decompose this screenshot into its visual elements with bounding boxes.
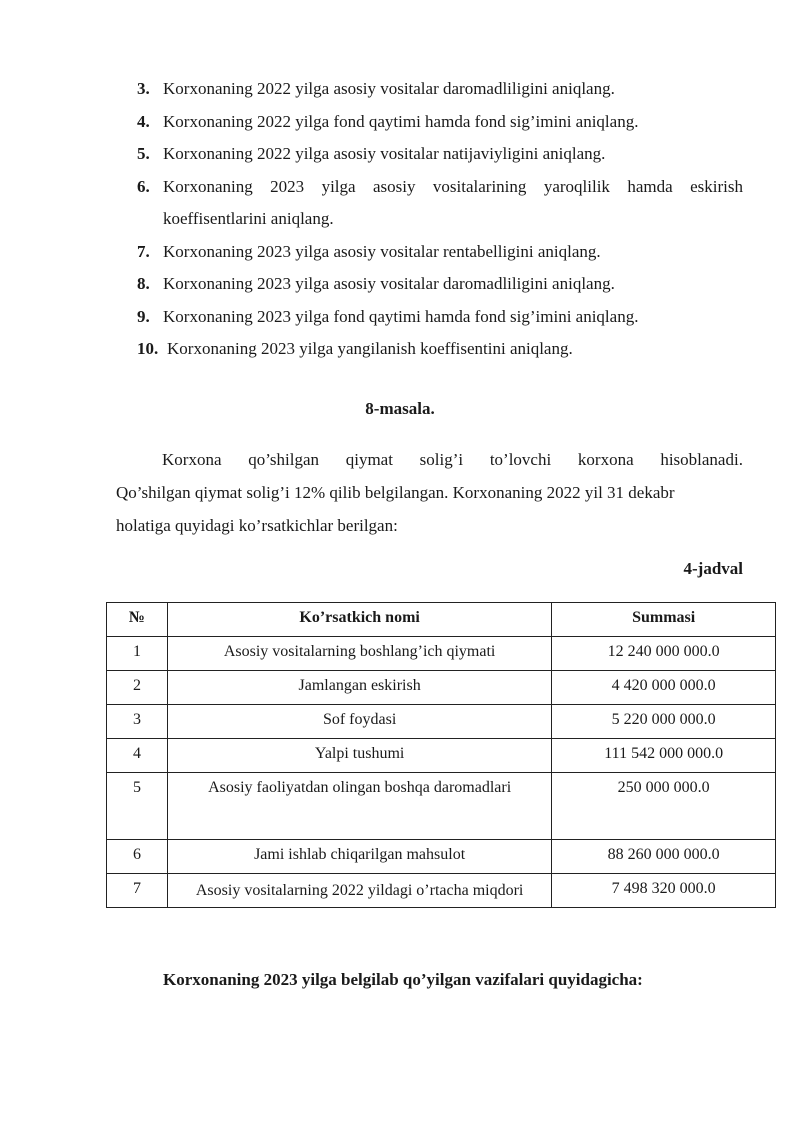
row-number: 6: [107, 840, 168, 874]
item-text: Korxonaning 2022 yilga asosiy vositalar daromadliligini aniqlang.: [163, 79, 615, 98]
word: eskirish: [690, 176, 743, 196]
word: Korxona: [162, 450, 222, 469]
item-text: Korxonaning 2022 yilga asosiy vositalar natijaviyligini aniqlang.: [163, 144, 606, 163]
item-number: 6.: [137, 176, 150, 196]
row-name: Yalpi tushumi: [167, 739, 551, 773]
word: qiymat: [345, 450, 393, 469]
row-number: 7: [107, 874, 168, 908]
row-number: 3: [107, 705, 168, 739]
list-item: [137, 171, 743, 236]
table-row: [107, 840, 776, 874]
word: vositalarining: [432, 176, 527, 196]
header-number: №: [107, 603, 168, 637]
word: qo’shilgan: [248, 450, 320, 469]
table-row: [107, 773, 776, 840]
item-number: 7.: [137, 241, 150, 261]
item-number: 4.: [137, 111, 150, 131]
table-label: 4-jadval: [683, 559, 743, 578]
list-item: [137, 268, 743, 301]
item-number: 8.: [137, 274, 150, 293]
row-number: 4: [107, 739, 168, 773]
intro-line-3: holatiga quyidagi ko’rsatkichlar berilgan:: [116, 516, 398, 535]
word: yaroqlilik: [543, 176, 610, 196]
item-text: Korxonaning 2022 yilga fond qaytimi hamda fond sig’imini aniqlang.: [163, 111, 639, 131]
row-sum: 5 220 000 000.0: [552, 705, 776, 739]
item-text: Korxonaning 2023 yilga yangilanish koeffisentini aniqlang.: [167, 339, 573, 358]
word: korxona: [577, 450, 634, 469]
item-text: Korxonaning 2023 yilga fond qaytimi hamda fond sig’imini aniqlang.: [163, 306, 639, 326]
row-sum: 12 240 000 000.0: [552, 637, 776, 671]
header-name: Ko’rsatkich nomi: [167, 603, 551, 637]
list-item: [137, 106, 743, 139]
row-name: Asosiy faoliyatdan olingan boshqa daromadlari: [167, 773, 551, 840]
word: Korxonaning: [163, 176, 253, 196]
row-number: 5: [107, 773, 168, 840]
row-sum: 7 498 320 000.0: [552, 874, 776, 908]
item-text: Korxonaning 2023 yilga asosiy vositalar daromadliligini aniqlang.: [163, 274, 615, 293]
item-text-line-2: koeffisentlarini aniqlang.: [163, 209, 334, 228]
list-item: [137, 73, 743, 106]
word: hisoblanadi.: [660, 450, 743, 469]
row-number: 2: [107, 671, 168, 705]
item-number: 9.: [137, 306, 150, 326]
row-sum: 111 542 000 000.0: [552, 739, 776, 773]
list-item: [137, 301, 743, 334]
list-item: [137, 333, 743, 366]
row-sum: 250 000 000.0: [552, 773, 776, 840]
word: 2023: [270, 176, 305, 196]
item-number: 10.: [137, 339, 159, 358]
row-name: Asosiy vositalarning boshlang’ich qiymati: [167, 637, 551, 671]
word: yilga: [321, 176, 356, 196]
word: asosiy: [372, 176, 416, 196]
item-text: Korxonaning 2023 yilga asosiy vositalar rentabelligini aniqlang.: [163, 241, 601, 261]
row-name: Jami ishlab chiqarilgan mahsulot: [167, 840, 551, 874]
word: to’lovchi: [489, 450, 552, 469]
item-number: 3.: [137, 79, 150, 98]
indicators-table: [106, 602, 776, 908]
word: hamda: [627, 176, 673, 196]
table-row: [107, 739, 776, 773]
table-row: [107, 637, 776, 671]
row-sum: 4 420 000 000.0: [552, 671, 776, 705]
word: solig’i: [419, 450, 464, 469]
section-title: 8-masala.: [365, 399, 435, 418]
table-row: [107, 705, 776, 739]
intro-paragraph: [116, 443, 743, 542]
closing-heading: Korxonaning 2023 yilga belgilab qo’yilgan vazifalari quyidagicha:: [163, 970, 643, 989]
row-sum: 88 260 000 000.0: [552, 840, 776, 874]
row-number: 1: [107, 637, 168, 671]
intro-line-1: [116, 443, 743, 476]
list-item: [137, 138, 743, 171]
table-row: [107, 671, 776, 705]
row-name: Sof foydasi: [167, 705, 551, 739]
list-item: [137, 236, 743, 269]
row-name: Jamlangan eskirish: [167, 671, 551, 705]
table-row: [107, 874, 776, 908]
item-text-line-1: [163, 171, 743, 204]
table-header-row: [107, 603, 776, 637]
header-sum: Summasi: [552, 603, 776, 637]
row-name: Asosiy vositalarning 2022 yildagi o’rtacha miqdori: [167, 874, 551, 908]
item-number: 5.: [137, 144, 150, 163]
task-list: [137, 73, 743, 366]
intro-line-2: Qo’shilgan qiymat solig’i 12% qilib belgilangan. Korxonaning 2022 yil 31 dekabr: [116, 483, 675, 502]
